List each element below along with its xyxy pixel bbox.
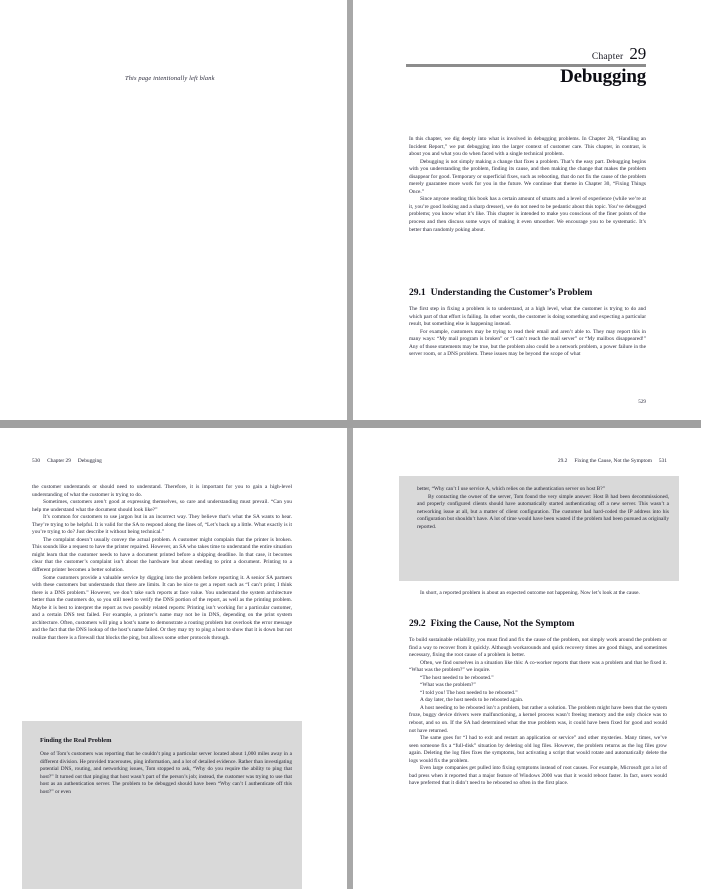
section-29-2-body [409, 637, 667, 788]
paragraph: A day later, the host needs to be rebooted again. [420, 697, 524, 704]
running-head-left [32, 458, 102, 464]
chapter-label: Chapter [591, 52, 624, 62]
paragraph: “What was the problem?” [420, 682, 476, 689]
sidebar-body-continued [417, 486, 669, 531]
sidebar-box-finding-the-real-problem [22, 721, 302, 889]
paragraph: “The host needed to be rebooted.” [420, 674, 494, 681]
page-531-lead-body [409, 590, 667, 598]
paragraph: By contacting the owner of the server, Tom found the very simple answer: Host B had been decommissioned, and properly configured clients should have automatically started authenticating off a new server. This wasn’t a networking issue at all, but a matter of client configuration. The customer had hard-coded the IP address into his configuration but shouldn’t have. A lot of time would have been wasted if the problem had been pursued as originally reported. [417, 493, 669, 530]
sidebar-body [40, 751, 292, 796]
paragraph: Often, we find ourselves in a situation like this: A co-worker reports that there was a problem and that he fixed it. “What was the problem?” we inquire. [409, 659, 667, 674]
page-gutter-horizontal [0, 420, 701, 428]
page-531[interactable] [353, 428, 701, 889]
paragraph: One of Tom’s customers was reporting that he couldn’t ping a particular server located about 1,000 miles away in a different division. He provided traceroutes, ping information, and a lot of detailed evidence. Rather than investigating potential DNS, routing, and networking issues, Tom stopped to ask, “Why do you require the ability to ping that host?” It turned out that pinging that host wasn’t part of the person’s job; instead, the customer was trying to use that host as an authentication server. The problem to be debugged should have been “Why can’t I authenticate off this host?” or even [40, 751, 292, 795]
paragraph: better, “Why can’t I use service A, which relies on the authentication server on host B?” [417, 486, 605, 492]
running-head-chapter-label: Chapter 29 [47, 458, 71, 464]
running-head-folio: 531 [658, 458, 667, 464]
section-heading-29-1 [409, 287, 646, 299]
blank-page-note: This page intentionally left blank [125, 75, 215, 82]
paragraph: Debugging is not simply making a change that fixes a problem. That’s the easy part. Debugging begins with you understanding the problem, finding its cause, and then making the change that makes the problem disappear for good. Temporary or superficial fixes, such as rebooting, that do not fix the cause of the problem merely guarantee more work for you in the future. We continue that theme in Chapter 30, “Fixing Things Once.” [409, 158, 646, 195]
paragraph: In short, a reported problem is about an expected outcome not happening. Now let’s look at the cause. [420, 590, 640, 596]
paragraph: Sometimes, customers aren’t good at expressing themselves, so care and understanding must prevail. “Can you help me understand what the document should look like?” [32, 499, 292, 513]
chapter-header [406, 44, 646, 64]
section-title: Fixing the Cause, Not the Symptom [430, 618, 575, 629]
page-folio: 529 [638, 399, 646, 405]
running-head-folio: 530 [32, 458, 41, 464]
section-title: Understanding the Customer’s Problem [430, 287, 593, 298]
page-530[interactable] [0, 428, 347, 889]
running-head-right [409, 458, 667, 464]
paragraph: “I told you! The host needed to be rebooted.” [420, 689, 518, 696]
chapter-number: 29 [629, 44, 646, 63]
section-heading-29-2 [409, 618, 667, 630]
sidebar-box-continued [399, 476, 679, 581]
paragraph: The complaint doesn’t usually convey the actual problem. A customer might complain that the printer is broken. This sounds like a request to have the printer repaired. However, an SA who takes time to understand the entire situation might learn that the customer needs to have a document printed before a shipping deadline. In that case, it becomes clear that the customer’s complaint isn’t about the hardware but about needing to print a document. Printing to a different printer becomes a better solution. [32, 536, 292, 574]
paragraph: The same goes for “I had to exit and restart an application or service” and other mysteries. Many times, we’ve seen someone fix a “full-disk” situation by deleting old log files. However, the problem returns as the log files grow again. Deleting the log files fixes the symptoms, but activating a script that would rotate and automatically delete the logs would fix the problem. [409, 735, 667, 764]
running-head-chapter-title: Debugging [77, 458, 102, 464]
paragraph: A host needing to be rebooted isn’t a problem, but rather a solution. The problem might have been that the system froze, buggy device drivers were malfunctioning, a kernel process wasn’t freeing memory and the only choice was to reboot, and so on. If the SA had determined what the true problem was, it could have been fixed for good and would not have returned. [409, 704, 667, 734]
page-530-body [32, 484, 292, 642]
chapter-intro-body [409, 136, 646, 234]
paragraph: In this chapter, we dig deeply into what is involved in debugging problems. In Chapter 28, “Handling an Incident Report,” we put debugging into the larger context of customer care. This chapter, in contrast, is about you and what you do when faced with a single technical problem. [409, 136, 646, 158]
paragraph: Some customers provide a valuable service by digging into the problem before reporting it. A senior SA partners with these customers but understands that there are limits. It can be nice to get a report such as “I can’t print; I think there is a DNS problem.” However, we don’t take such reports at face value. You understand the system architecture better than the customers do, so you still need to verify the DNS portion of the report, as well as the printing problem. Maybe it is best to interpret the report as two possibly related reports: Printing isn’t working for a particular customer, and a certain DNS test failed. For example, a printer’s name may not be in DNS, depending on the print system architecture. Often, customers will ping a host’s name to demonstrate a routing problem but overlook the error message and the fact that the DNS lookup of the host’s name failed. Or they may try to ping a host to show that it is down but not realize that there is a firewall that blocks the ping, but allows some other protocols through. [32, 574, 292, 641]
running-head-section-number: 29.2 [557, 458, 568, 464]
paragraph: It’s common for customers to use jargon but in an incorrect way. They believe that’s what the SA wants to hear. They’re trying to be helpful. It is valid for the SA to respond along the lines of, “Let’s back up a little. What exactly is it you’re trying to do? Just describe it without being technical.” [32, 514, 292, 536]
chapter-title: Debugging [560, 66, 646, 87]
paragraph: For example, customers may be trying to read their email and aren’t able to. They may report this in many ways: “My mail program is broken” or “I can’t reach the mail server” or “My mailbox disappeared!” Any of those statements may be true, but the problem also could be a network problem, a power failure in the server room, or a DNS problem. These issues may be beyond the scope of what [409, 328, 646, 358]
paragraph: To build sustainable reliability, you must find and fix the cause of the problem, not simply work around the problem or find a way to recover from it quickly. Although workarounds and quick recovery times are good things, and sometimes necessary, fixing the root cause of a problem is better. [409, 637, 667, 659]
paragraph: Since anyone reading this book has a certain amount of smarts and a level of experience (while we’re at it, you’re good looking and a sharp dresser), we do not need to be pedantic about this topic. You’ve debugged problems; you know what it’s like. This chapter is intended to make you conscious of the finer points of the process and then discuss some ways of making it even smoother. We encourage you to be systematic. It’s better than randomly poking about. [409, 196, 646, 233]
sidebar-content [40, 737, 292, 796]
section-number: 29.1 [409, 287, 426, 298]
sidebar-content-continued [417, 486, 669, 531]
paragraph: the customer understands or should need to understand. Therefore, it is important for you to gain a high-level understanding of what the customer is trying to do. [32, 484, 292, 498]
running-head-section-title: Fixing the Cause, Not the Symptom [574, 458, 652, 464]
page-blank[interactable] [0, 0, 347, 420]
section-number: 29.2 [409, 618, 426, 629]
paragraph: The first step in fixing a problem is to understand, at a high level, what the customer is trying to do and which part of that effort is failing. In other words, the customer is doing something and expecting a particular result, but something else is happening instead. [409, 306, 646, 328]
paragraph: Even large companies get pulled into fixing symptoms instead of root causes. For example, Microsoft got a lot of bad press when it reported that a major feature of Windows 2000 was that it would reboot faster. In fact, users would have preferred that it didn’t need to be rebooted so often in the first place. [409, 765, 667, 787]
section-29-1-body [409, 306, 646, 359]
sidebar-title: Finding the Real Problem [40, 737, 112, 744]
page-chapter-opener[interactable] [353, 0, 701, 420]
